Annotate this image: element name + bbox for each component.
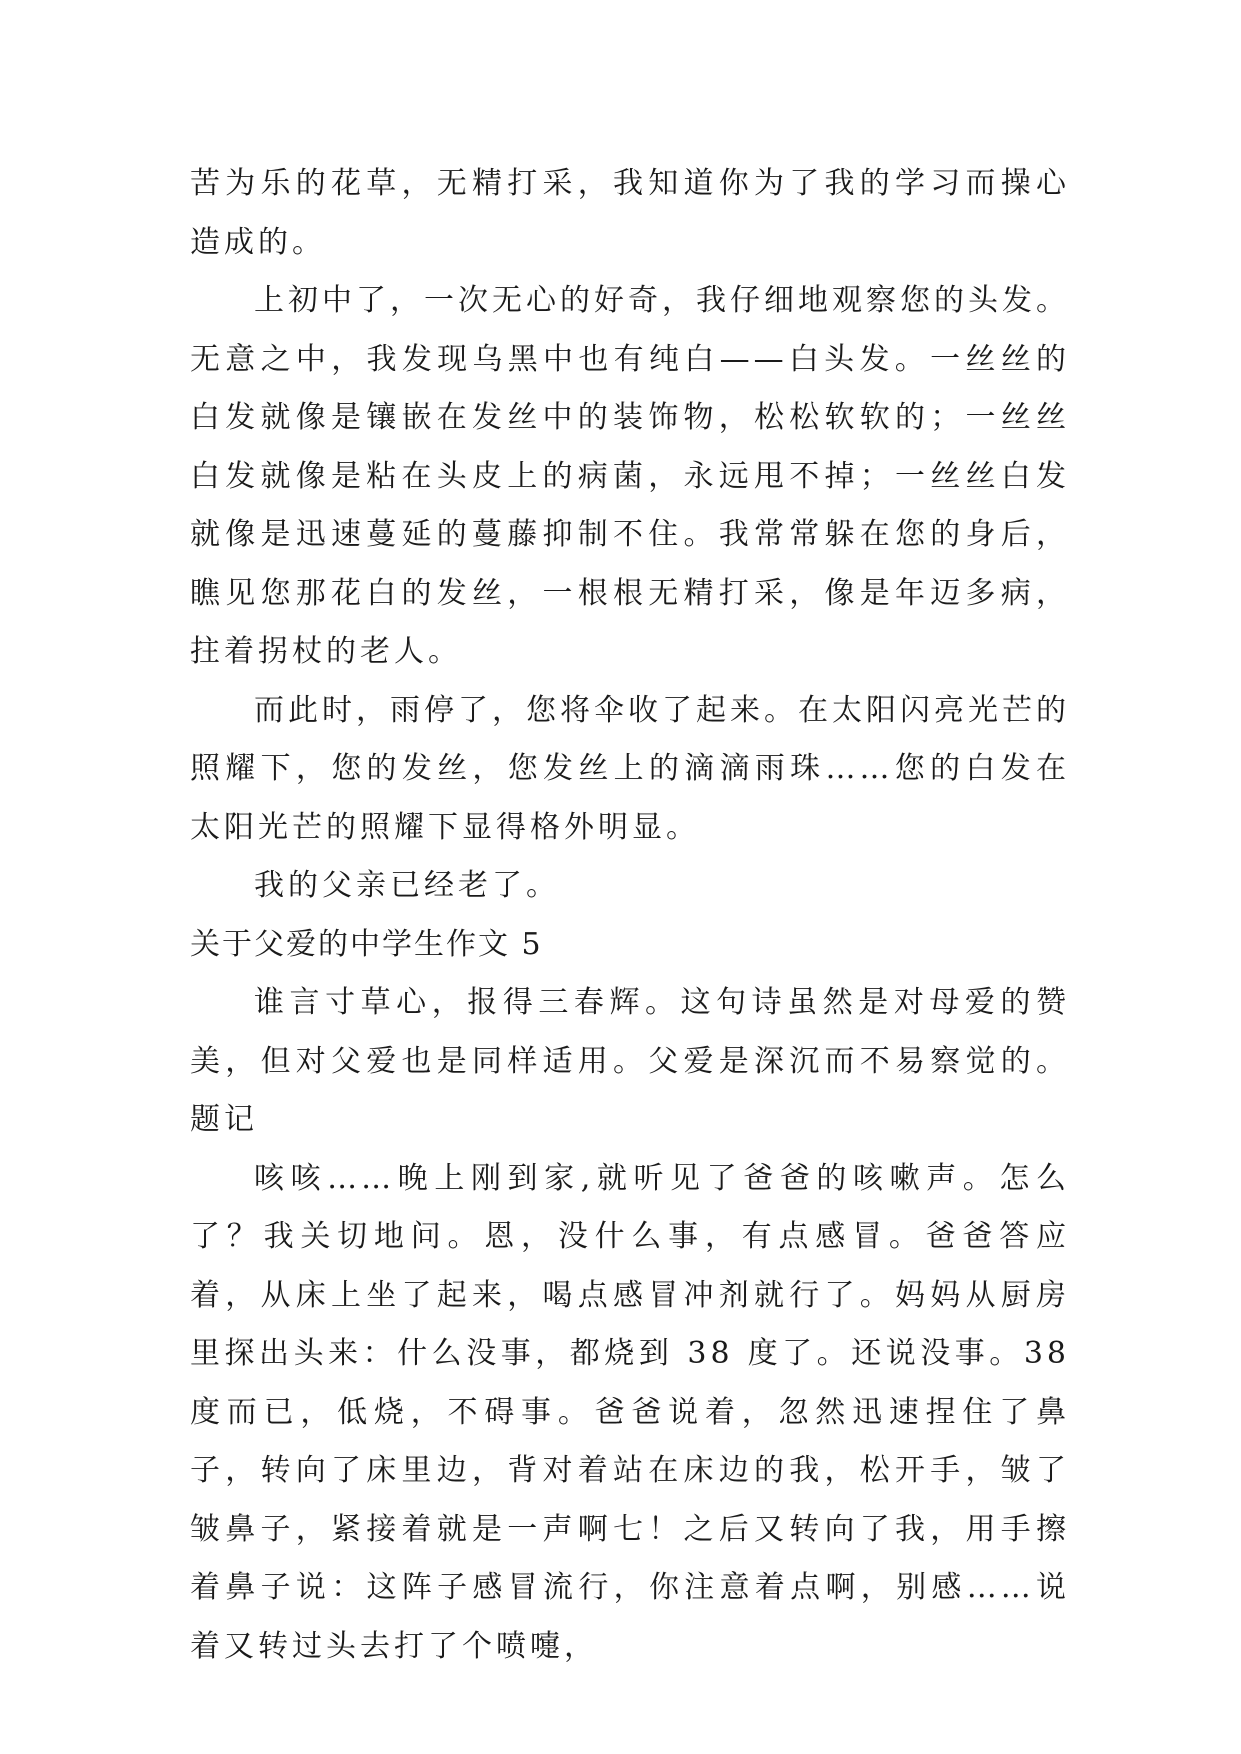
section-heading: 关于父爱的中学生作文 5 [190,926,543,962]
paragraph-3: 而此时，雨停了，您将伞收了起来。在太阳闪亮光芒的照耀下，您的发丝，您发丝上的滴滴雨珠……您的白发在太阳光芒的照耀下显得格外明显。 [190,692,1070,845]
paragraph-4: 我的父亲已经老了。 [254,868,560,903]
document-page [190,155,1070,1676]
paragraph-1: 苦为乐的花草，无精打采，我知道你为了我的学习而操心造成的。 [190,166,1070,260]
paragraph-2: 上初中了，一次无心的好奇，我仔细地观察您的头发。无意之中，我发现乌黑中也有纯白——白头发。一丝丝的白发就像是镶嵌在发丝中的装饰物，松松软软的；一丝丝白发就像是粘在头皮上的病菌，永远甩不掉；一丝丝白发就像是迅速蔓延的蔓藤抑制不住。我常常躲在您的身后，瞧见您那花白的发丝，一根根无精打采，像是年迈多病，拄着拐杖的老人。 [190,283,1070,669]
paragraph-6: 咳咳……晚上刚到家,就听见了爸爸的咳嗽声。怎么了？我关切地问。恩，没什么事，有点感冒。爸爸答应着，从床上坐了起来，喝点感冒冲剂就行了。妈妈从厨房里探出头来：什么没事，都烧到 38 度了。还说没事。38 度而已，低烧，不碍事。爸爸说着，忽然迅速捏住了鼻子，转向了床里边，背对着站在床边的我，松开手，皱了皱鼻子，紧接着就是一声啊七！之后又转向了我，用手擦着鼻子说：这阵子感冒流行，你注意着点啊，别感……说着又转过头去打了个喷嚏， [190,1160,1070,1664]
paragraph-5: 谁言寸草心，报得三春辉。这句诗虽然是对母爱的赞美，但对父爱也是同样适用。父爱是深沉而不易察觉的。题记 [190,985,1070,1137]
